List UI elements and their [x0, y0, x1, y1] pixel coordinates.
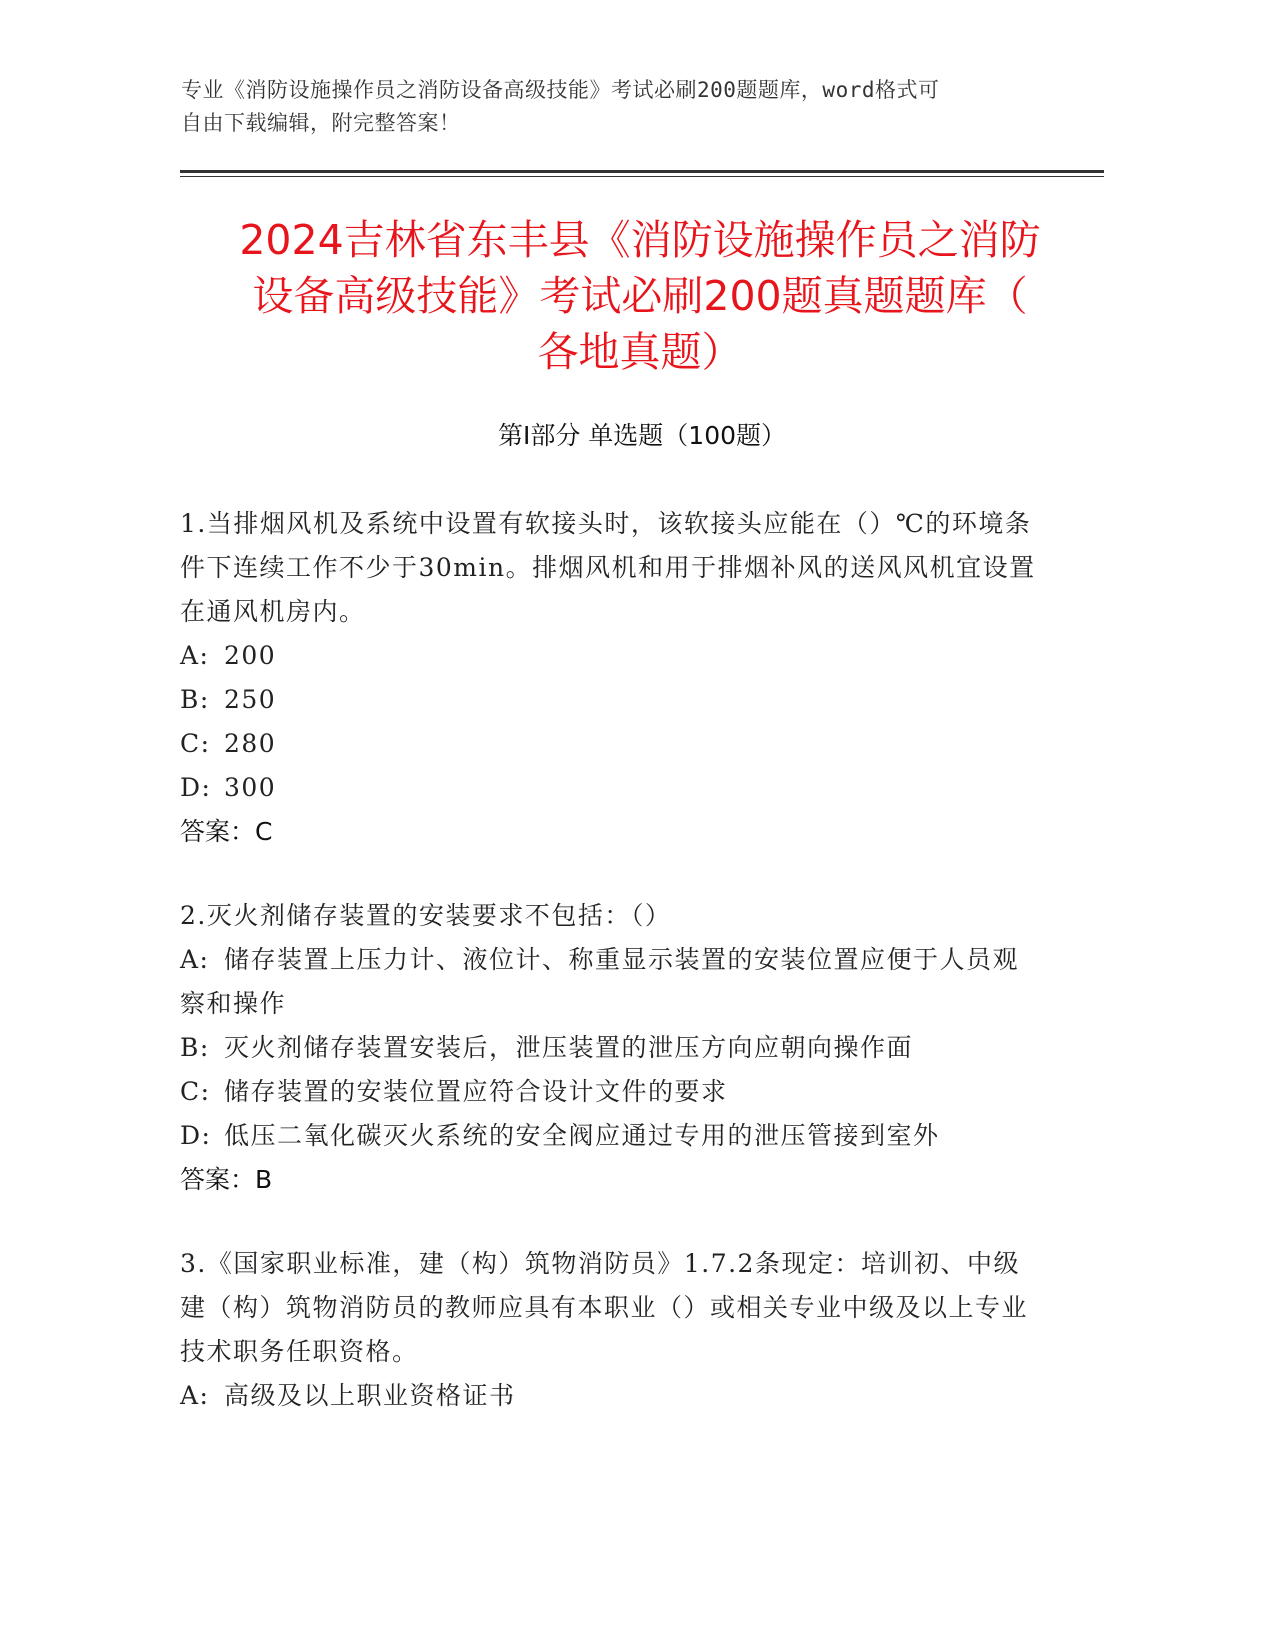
question-list: [180, 502, 1040, 1458]
option-key: A:: [180, 945, 210, 974]
option-key: C:: [180, 729, 211, 758]
question-stem: 3.《国家职业标准，建（构）筑物消防员》1.7.2条现定：培训初、中级建（构）筑物消防员的教师应具有本职业（）或相关专业中级及以上专业技术职务任职资格。: [180, 1249, 1029, 1366]
header-divider-thin: [180, 176, 1104, 177]
option-d: [180, 1114, 1040, 1158]
answer-line: 答案：B: [180, 1165, 273, 1194]
option-d: [180, 766, 1040, 810]
option-text: 280: [224, 729, 277, 758]
option-c: [180, 1070, 1040, 1114]
option-c: [180, 722, 1040, 766]
option-a: [180, 1374, 1040, 1418]
option-text: 200: [224, 641, 277, 670]
option-text: 灭火剂储存装置安装后，泄压装置的泄压方向应朝向操作面: [224, 1033, 914, 1062]
question-2: [180, 894, 1040, 1202]
question-stem: 2.灭火剂储存装置的安装要求不包括：（）: [180, 901, 672, 930]
document-title: [170, 212, 1110, 380]
header-note: [181, 74, 1041, 140]
document-title-line-1: 2024吉林省东丰县《消防设施操作员之消防: [239, 216, 1041, 264]
option-b: [180, 678, 1040, 722]
option-key: B:: [180, 1033, 210, 1062]
header-note-line-2: 自由下载编辑，附完整答案！: [181, 111, 461, 135]
header-divider-thick: [180, 170, 1104, 173]
option-key: B:: [180, 685, 210, 714]
option-text: 储存装置上压力计、液位计、称重显示装置的安装位置应便于人员观察和操作: [180, 945, 1020, 1018]
question-stem: 1.当排烟风机及系统中设置有软接头时，该软接头应能在（）℃的环境条件下连续工作不少于30min。排烟风机和用于排烟补风的送风风机宜设置在通风机房内。: [180, 509, 1036, 626]
option-key: A:: [180, 641, 210, 670]
document-title-line-3: 各地真题）: [537, 328, 743, 376]
question-3: [180, 1242, 1040, 1418]
option-key: D:: [180, 1121, 212, 1150]
option-b: [180, 1026, 1040, 1070]
option-text: 300: [224, 773, 277, 802]
option-key: C:: [180, 1077, 211, 1106]
document-title-line-2: 设备高级技能》考试必刷200题真题题库（: [252, 272, 1028, 320]
header-note-line-1: 专业《消防设施操作员之消防设备高级技能》考试必刷200题题库，word格式可: [181, 78, 940, 102]
question-1: [180, 502, 1040, 854]
option-text: 250: [224, 685, 277, 714]
option-a: [180, 938, 1040, 1026]
answer-line: 答案：C: [180, 817, 273, 846]
option-key: D:: [180, 773, 212, 802]
section-heading: 第Ⅰ部分 单选题（100题）: [497, 421, 787, 450]
option-text: 储存装置的安装位置应符合设计文件的要求: [224, 1077, 728, 1106]
option-key: A:: [180, 1381, 210, 1410]
option-a: [180, 634, 1040, 678]
option-text: 高级及以上职业资格证书: [224, 1381, 516, 1410]
option-text: 低压二氧化碳灭火系统的安全阀应通过专用的泄压管接到室外: [224, 1121, 940, 1150]
